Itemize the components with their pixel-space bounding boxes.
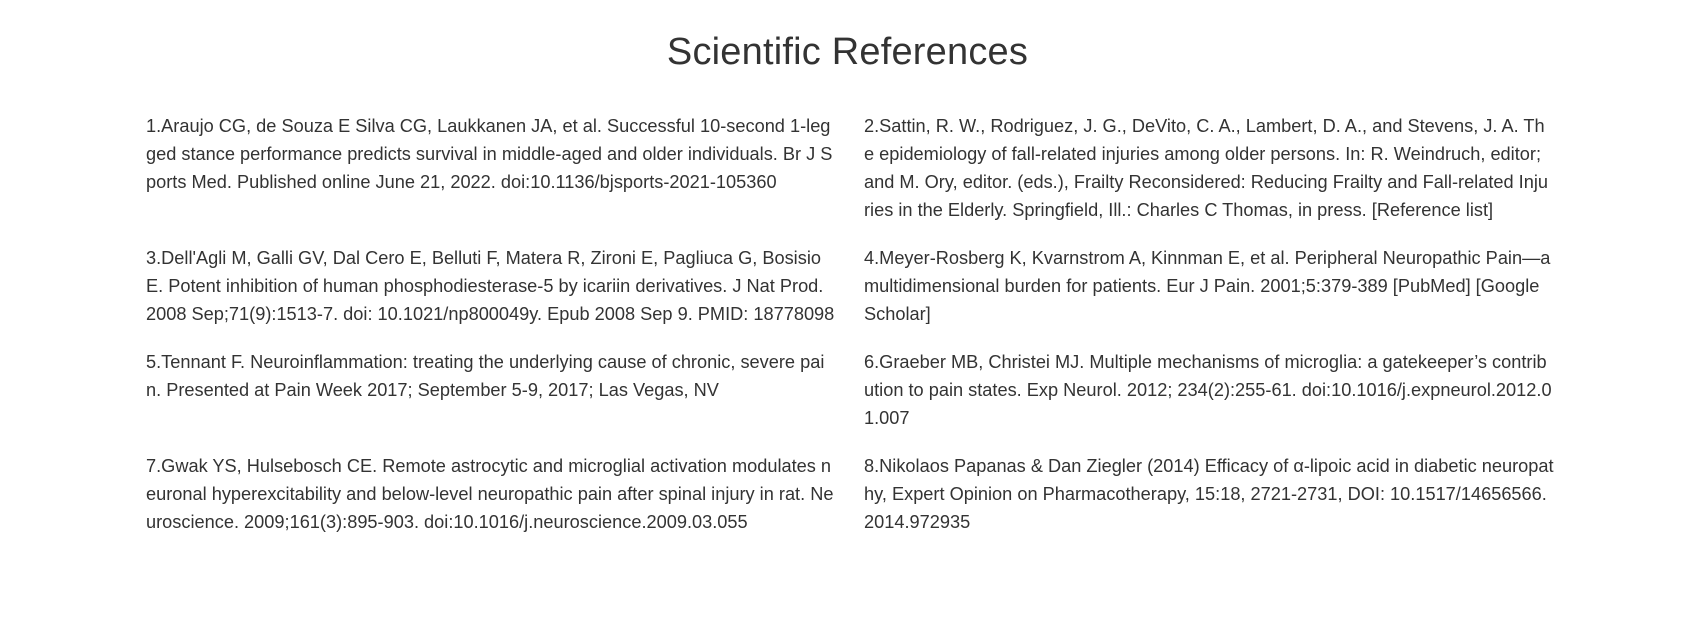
page-title: Scientific References <box>666 31 1029 73</box>
reference-item-5: 5.Tennant F. Neuroinflammation: treating the underlying cause of chronic, severe pain. Presented at Pain Week 2017; September 5-9, 2017; Las Vegas, NV <box>146 352 825 400</box>
reference-item-8: 8.Nikolaos Papanas & Dan Ziegler (2014) Efficacy of α-lipoic acid in diabetic neuropathy, Expert Opinion on Pharmacotherapy, 15:18, 2721-2731, DOI: 10.1517/14656566.2014.972935 <box>864 456 1554 532</box>
reference-item-7: 7.Gwak YS, Hulsebosch CE. Remote astrocytic and microglial activation modulates neuronal hyperexcitability and below-level neuropathic pain after spinal injury in rat. Neuroscience. 2009;161(3):895-903. doi:10.1016/j.neuroscience.2009.03.055 <box>146 456 834 532</box>
reference-item-3: 3.Dell'Agli M, Galli GV, Dal Cero E, Belluti F, Matera R, Zironi E, Pagliuca G, Bosisio E. Potent inhibition of human phosphodiesterase-5 by icariin derivatives. J Nat Prod. 2008 Sep;71(9):1513-7. doi: 10.1021/np800049y. Epub 2008 Sep 9. PMID: 18778098 <box>146 248 835 324</box>
references-grid <box>146 112 1556 536</box>
reference-item-2: 2.Sattin, R. W., Rodriguez, J. G., DeVito, C. A., Lambert, D. A., and Stevens, J. A. The epidemiology of fall-related injuries among older persons. In: R. Weindruch, editor; and M. Ory, editor. (eds.), Frailty Reconsidered: Reducing Frailty and Fall-related Injuries in the Elderly. Springfield, Ill.: Charles C Thomas, in press. [Reference list] <box>864 116 1549 220</box>
reference-item-1: 1.Araujo CG, de Souza E Silva CG, Laukkanen JA, et al. Successful 10-second 1-legged stance performance predicts survival in middle-aged and older individuals. Br J Sports Med. Published online June 21, 2022. doi:10.1136/bjsports-2021-105360 <box>146 116 833 192</box>
reference-item-4: 4.Meyer-Rosberg K, Kvarnstrom A, Kinnman E, et al. Peripheral Neuropathic Pain—a multidimensional burden for patients. Eur J Pain. 2001;5:379-389 [PubMed] [Google Scholar] <box>864 248 1551 324</box>
reference-item-6: 6.Graeber MB, Christei MJ. Multiple mechanisms of microglia: a gatekeeper’s contribution to pain states. Exp Neurol. 2012; 234(2):255-61. doi:10.1016/j.expneurol.2012.01.007 <box>864 352 1552 428</box>
